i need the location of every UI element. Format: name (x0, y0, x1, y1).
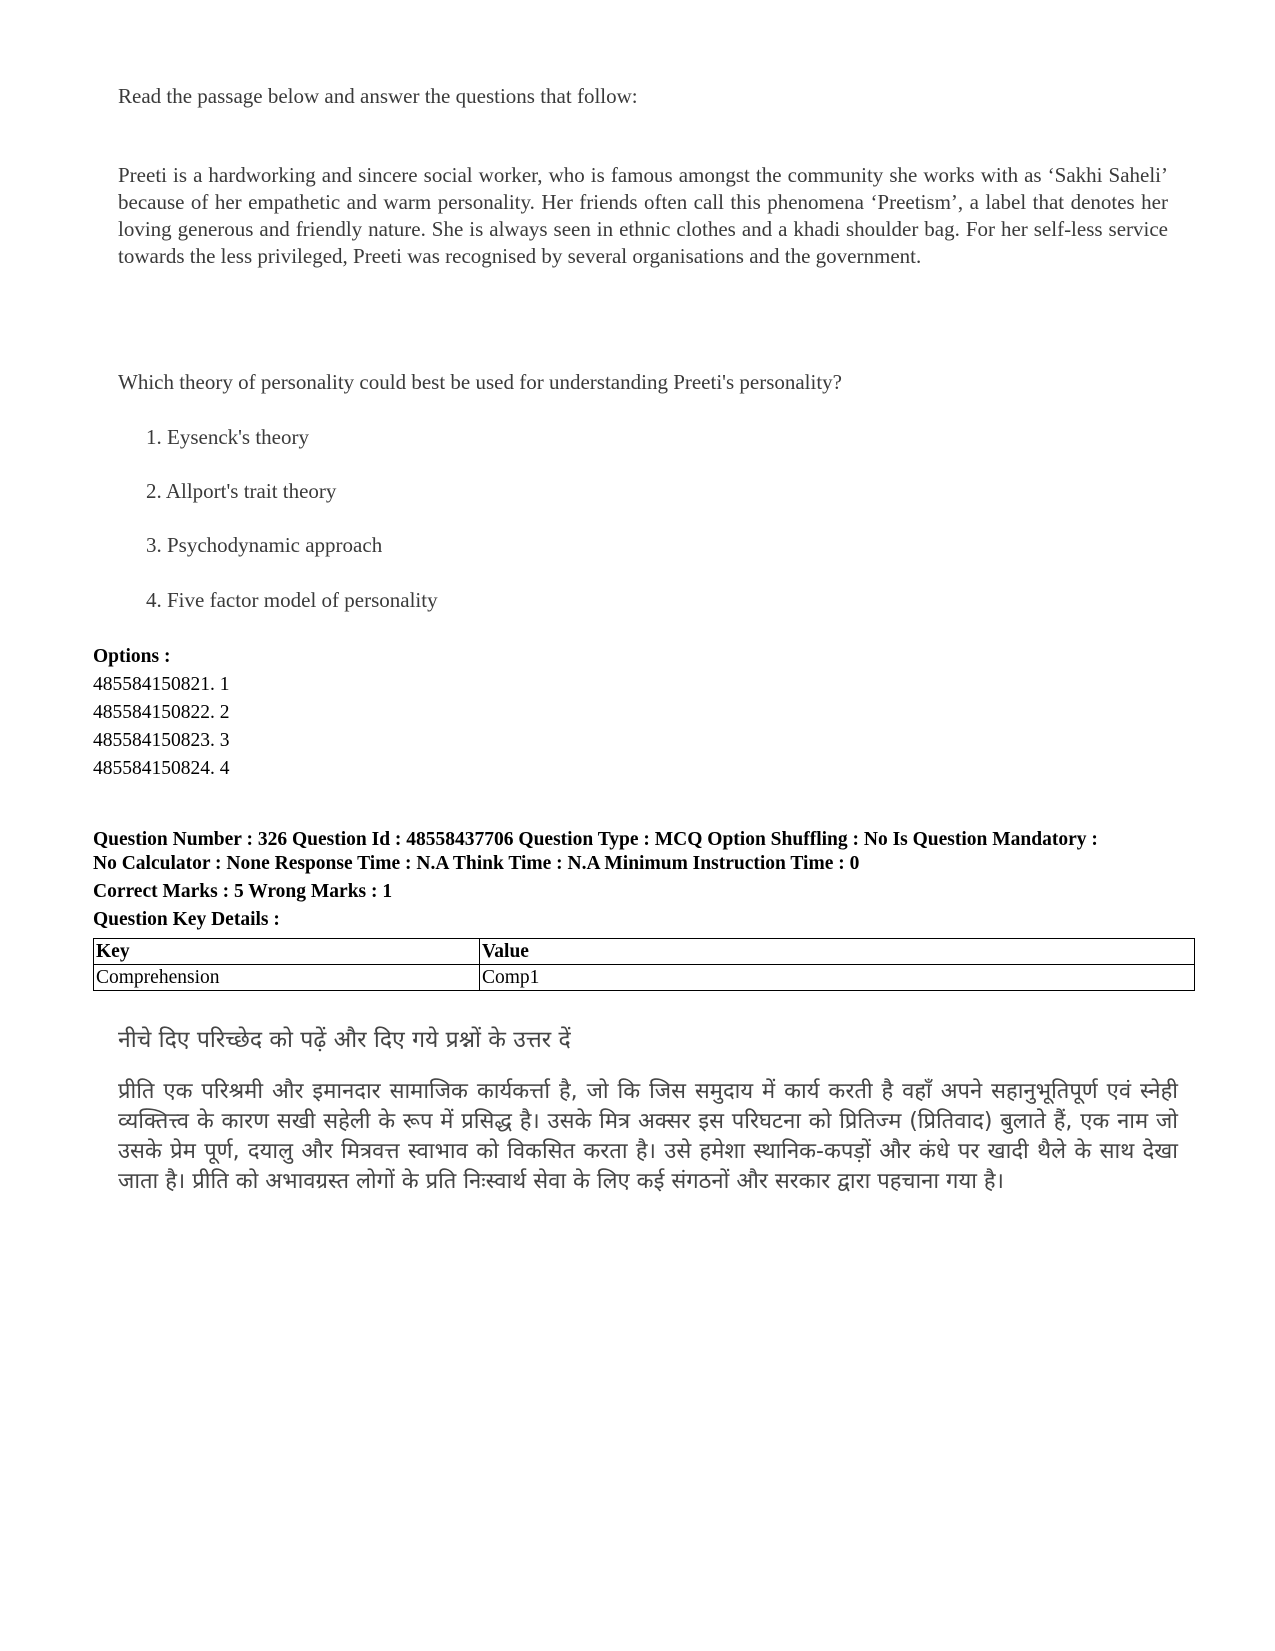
marks-line: Correct Marks : 5 Wrong Marks : 1 (93, 881, 393, 902)
passage-instruction: Read the passage below and answer the questions that follow: (118, 84, 638, 108)
table-cell-value: Comp1 (480, 965, 1195, 991)
hindi-instruction: नीचे दिए परिच्छेद को पढ़ें और दिए गये प्रश्नों के उत्तर दें (118, 1027, 571, 1053)
passage-text: Preeti is a hardworking and sincere social worker, who is famous amongst the community she works with as ‘Sakhi Saheli’ because of her empathetic and warm personality. Her friends often call this phenomena ‘Preetism’, a label that denotes her loving generous and friendly nature. She is always seen in ethnic clothes and a khadi shoulder bag. For her self-less service towards the less privileged, Preeti was recognised by several organisations and the government. (118, 163, 1168, 268)
option-item: 485584150822. 2 (93, 702, 230, 723)
table-header-key: Key (94, 939, 480, 965)
hindi-passage-text: प्रीति एक परिश्रमी और इमानदार सामाजिक कार्यकर्त्ता है, जो कि जिस समुदाय में कार्य करती है वहाँ अपने सहानुभूतिपूर्ण एवं स्नेही व्यक्तित्त्व के कारण सखी सहेली के रूप में प्रसिद्ध है। उसके मित्र अक्सर इस परिघटना को प्रितिज्म (प्रितिवाद) बुलाते हैं, एक नाम जो उसके प्रेम पूर्ण, दयालु और मित्रवत्त स्वाभाव को विकसित करता है। उसे हमेशा स्थानिक-कपड़ों और कंधे पर खादी थैले के साथ देखा जाता है। प्रीति को अभावग्रस्त लोगों के प्रति निःस्वार्थ सेवा के लिए कई संगठनों और सरकार द्वारा पहचाना गया है। (118, 1079, 1178, 1194)
table-header-value: Value (480, 939, 1195, 965)
question-meta-line: No Calculator : None Response Time : N.A Think Time : N.A Minimum Instruction Time : 0 (93, 853, 860, 874)
choice-item: 3. Psychodynamic approach (146, 533, 383, 557)
table-header-row (94, 939, 1195, 965)
question-text: Which theory of personality could best be used for understanding Preeti's personality? (118, 370, 843, 394)
options-label: Options : (93, 646, 171, 667)
table-row (94, 965, 1195, 991)
choice-item: 2. Allport's trait theory (146, 479, 337, 503)
option-item: 485584150823. 3 (93, 730, 230, 751)
option-item: 485584150824. 4 (93, 758, 230, 779)
question-meta-line: Question Number : 326 Question Id : 48558437706 Question Type : MCQ Option Shuffling : No Is Question Mandatory : (93, 829, 1098, 850)
choice-item: 4. Five factor model of personality (146, 588, 438, 612)
choice-item: 1. Eysenck's theory (146, 425, 309, 449)
key-details-label: Question Key Details : (93, 909, 280, 930)
key-details-table (93, 938, 1195, 991)
table-cell-key: Comprehension (94, 965, 480, 991)
option-item: 485584150821. 1 (93, 674, 230, 695)
